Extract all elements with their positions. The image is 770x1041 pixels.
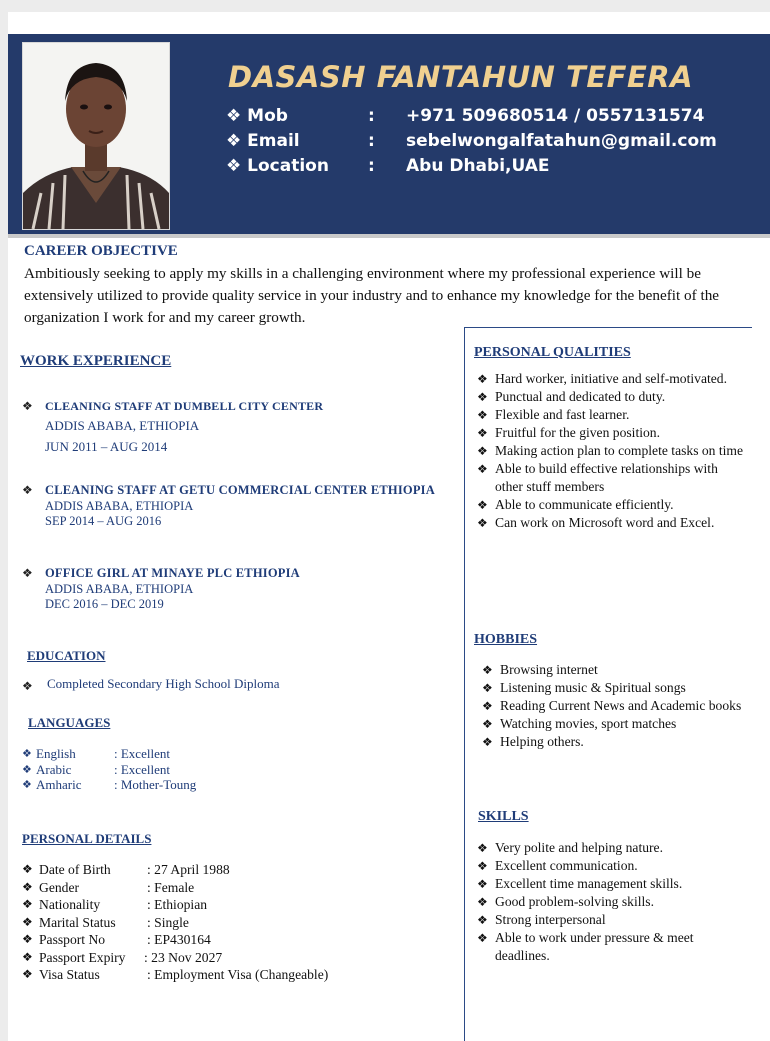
bullet-icon: ❖ xyxy=(477,444,488,458)
contact-label: ❖ Email xyxy=(226,131,300,151)
bullet-icon: ❖ xyxy=(477,462,488,476)
detail-key: Nationality xyxy=(39,897,101,912)
contact-colon: : xyxy=(368,106,375,126)
bullet-icon: ❖ xyxy=(22,862,33,876)
column-divider xyxy=(464,327,465,1041)
list-item xyxy=(477,893,747,911)
bullet-icon: ❖ xyxy=(477,841,488,855)
bullet-icon: ❖ xyxy=(482,663,493,677)
detail-value: : Single xyxy=(147,914,189,930)
detail-value: : Ethiopian xyxy=(147,897,208,912)
detail-value: : 23 Nov 2027 xyxy=(144,949,223,965)
bullet-icon: ❖ xyxy=(482,681,493,695)
bullet-icon: ❖ xyxy=(22,914,33,929)
bullet-icon: ❖ xyxy=(22,748,32,760)
career-objective-title: CAREER OBJECTIVE xyxy=(24,243,178,259)
detail-value: : Employment Visa (Changeable) xyxy=(147,967,329,982)
item-text: Excellent communication. xyxy=(495,858,638,873)
list-item xyxy=(477,857,747,875)
bullet-icon: ❖ xyxy=(477,372,488,386)
list-item xyxy=(477,911,747,929)
language-level: : Mother-Toung xyxy=(114,777,197,792)
job-title: CLEANING STAFF AT GETU COMMERCIAL CENTER ETHIOPIA xyxy=(45,483,435,497)
list-item xyxy=(477,406,747,424)
list-item xyxy=(477,442,747,460)
item-text: Hard worker, initiative and self-motivated. xyxy=(495,371,727,386)
contact-label: ❖ Mob xyxy=(226,106,288,126)
bullet-icon: ❖ xyxy=(477,859,488,873)
bullet-icon: ❖ xyxy=(22,897,33,911)
bullet-icon: ❖ xyxy=(477,913,488,927)
item-text: Able to work under pressure & meet deadlines. xyxy=(495,930,694,963)
bullet-icon: ❖ xyxy=(22,483,33,497)
list-item xyxy=(477,496,747,514)
contact-colon: : xyxy=(368,156,375,176)
personal-details-title: PERSONAL DETAILS xyxy=(22,831,152,846)
item-text: Making action plan to complete tasks on time xyxy=(495,443,744,458)
section-divider xyxy=(464,327,752,328)
language-name: Arabic xyxy=(36,761,72,777)
item-text: Watching movies, sport matches xyxy=(500,716,677,731)
item-text: Helping others. xyxy=(500,734,584,749)
language-name: English xyxy=(36,746,76,761)
item-text: Able to build effective relationships with other stuff members xyxy=(495,461,718,494)
education-item: Completed Secondary High School Diploma xyxy=(47,676,280,691)
list-item xyxy=(477,370,747,388)
item-text: Excellent time management skills. xyxy=(495,876,683,891)
item-text: Can work on Microsoft word and Excel. xyxy=(495,515,715,530)
career-objective-text: Ambitiously seeking to apply my skills in a challenging environment where my professional experience will be extensively utilized to provide quality service in your industry and to enhance my knowledge for the benefit of the organization I work for and my career growth. xyxy=(24,265,720,326)
bullet-icon: ❖ xyxy=(477,895,488,909)
list-item xyxy=(477,875,747,893)
job-title: OFFICE GIRL AT MINAYE PLC ETHIOPIA xyxy=(45,566,300,580)
item-text: Punctual and dedicated to duty. xyxy=(495,389,666,404)
contact-value: sebelwongalfatahun@gmail.com xyxy=(406,131,717,151)
education-title: EDUCATION xyxy=(27,648,106,663)
item-text: Good problem-solving skills. xyxy=(495,894,654,909)
contact-colon: : xyxy=(368,131,375,151)
resume-header xyxy=(8,34,770,238)
detail-value: : EP430164 xyxy=(147,932,211,947)
work-experience-title: WORK EXPERIENCE xyxy=(20,353,172,369)
item-text: Reading Current News and Academic books xyxy=(500,698,742,713)
contact-label: ❖ Location xyxy=(226,156,329,176)
skills-title: SKILLS xyxy=(478,809,529,824)
item-text: Able to communicate efficiently. xyxy=(495,497,674,512)
contact-value: Abu Dhabi,UAE xyxy=(406,156,550,176)
bullet-icon: ❖ xyxy=(22,399,33,413)
list-item xyxy=(482,715,752,733)
skills-list xyxy=(477,839,747,965)
job-dates: DEC 2016 – DEC 2019 xyxy=(45,597,164,611)
item-text: Browsing internet xyxy=(500,662,598,677)
profile-photo xyxy=(22,42,170,230)
detail-key: Passport Expiry xyxy=(39,949,126,965)
bullet-icon: ❖ xyxy=(22,679,33,693)
list-item xyxy=(477,514,747,532)
contact-value: +971 509680514 / 0557131574 xyxy=(406,106,705,126)
bullet-icon: ❖ xyxy=(22,967,33,981)
job-dates: JUN 2011 – AUG 2014 xyxy=(45,439,168,454)
personal-qualities-list xyxy=(477,370,747,532)
item-text: Strong interpersonal xyxy=(495,912,606,927)
detail-key: Gender xyxy=(39,879,80,895)
list-item xyxy=(477,929,747,965)
hobbies-title: HOBBIES xyxy=(474,632,538,647)
item-text: Flexible and fast learner. xyxy=(495,407,630,422)
bullet-icon: ❖ xyxy=(22,566,33,580)
detail-key: Visa Status xyxy=(39,967,100,982)
list-item xyxy=(482,679,752,697)
bullet-icon: ❖ xyxy=(477,426,488,440)
detail-key: Passport No xyxy=(39,932,106,947)
job-dates: SEP 2014 – AUG 2016 xyxy=(45,514,162,528)
job-location: ADDIS ABABA, ETHIOPIA xyxy=(45,582,194,596)
bullet-icon: ❖ xyxy=(477,390,488,404)
detail-key: Date of Birth xyxy=(39,862,111,877)
list-item xyxy=(477,388,747,406)
item-text: Very polite and helping nature. xyxy=(495,840,663,855)
item-text: Listening music & Spiritual songs xyxy=(500,680,686,695)
bullet-icon: ❖ xyxy=(22,879,33,894)
list-item xyxy=(477,839,747,857)
detail-key: Marital Status xyxy=(39,914,116,930)
bullet-icon: ❖ xyxy=(477,877,488,891)
bullet-icon: ❖ xyxy=(477,516,488,530)
job-location: ADDIS ABABA, ETHIOPIA xyxy=(45,418,200,433)
language-level: : Excellent xyxy=(114,746,170,761)
list-item xyxy=(477,460,747,496)
bullet-icon: ❖ xyxy=(477,498,488,512)
bullet-icon: ❖ xyxy=(22,779,32,791)
bullet-icon: ❖ xyxy=(482,735,493,749)
list-item xyxy=(482,733,752,751)
hobbies-list xyxy=(482,661,752,751)
bullet-icon: ❖ xyxy=(482,717,493,731)
bullet-icon: ❖ xyxy=(22,763,32,776)
job-title: CLEANING STAFF AT DUMBELL CITY CENTER xyxy=(45,399,324,413)
language-name: Amharic xyxy=(36,777,82,792)
languages-title: LANGUAGES xyxy=(28,715,111,730)
bullet-icon: ❖ xyxy=(22,932,33,946)
bullet-icon: ❖ xyxy=(482,699,493,713)
language-level: : Excellent xyxy=(114,761,170,777)
bullet-icon: ❖ xyxy=(477,931,488,945)
detail-value: : Female xyxy=(147,879,195,895)
candidate-name: DASASH FANTAHUN TEFERA xyxy=(228,60,694,94)
personal-qualities-title: PERSONAL QUALITIES xyxy=(474,345,631,360)
list-item xyxy=(482,697,752,715)
list-item xyxy=(477,424,747,442)
list-item xyxy=(482,661,752,679)
job-location: ADDIS ABABA, ETHIOPIA xyxy=(45,499,194,513)
item-text: Fruitful for the given position. xyxy=(495,425,660,440)
bullet-icon: ❖ xyxy=(477,408,488,422)
detail-value: : 27 April 1988 xyxy=(147,862,230,877)
bullet-icon: ❖ xyxy=(22,949,33,964)
